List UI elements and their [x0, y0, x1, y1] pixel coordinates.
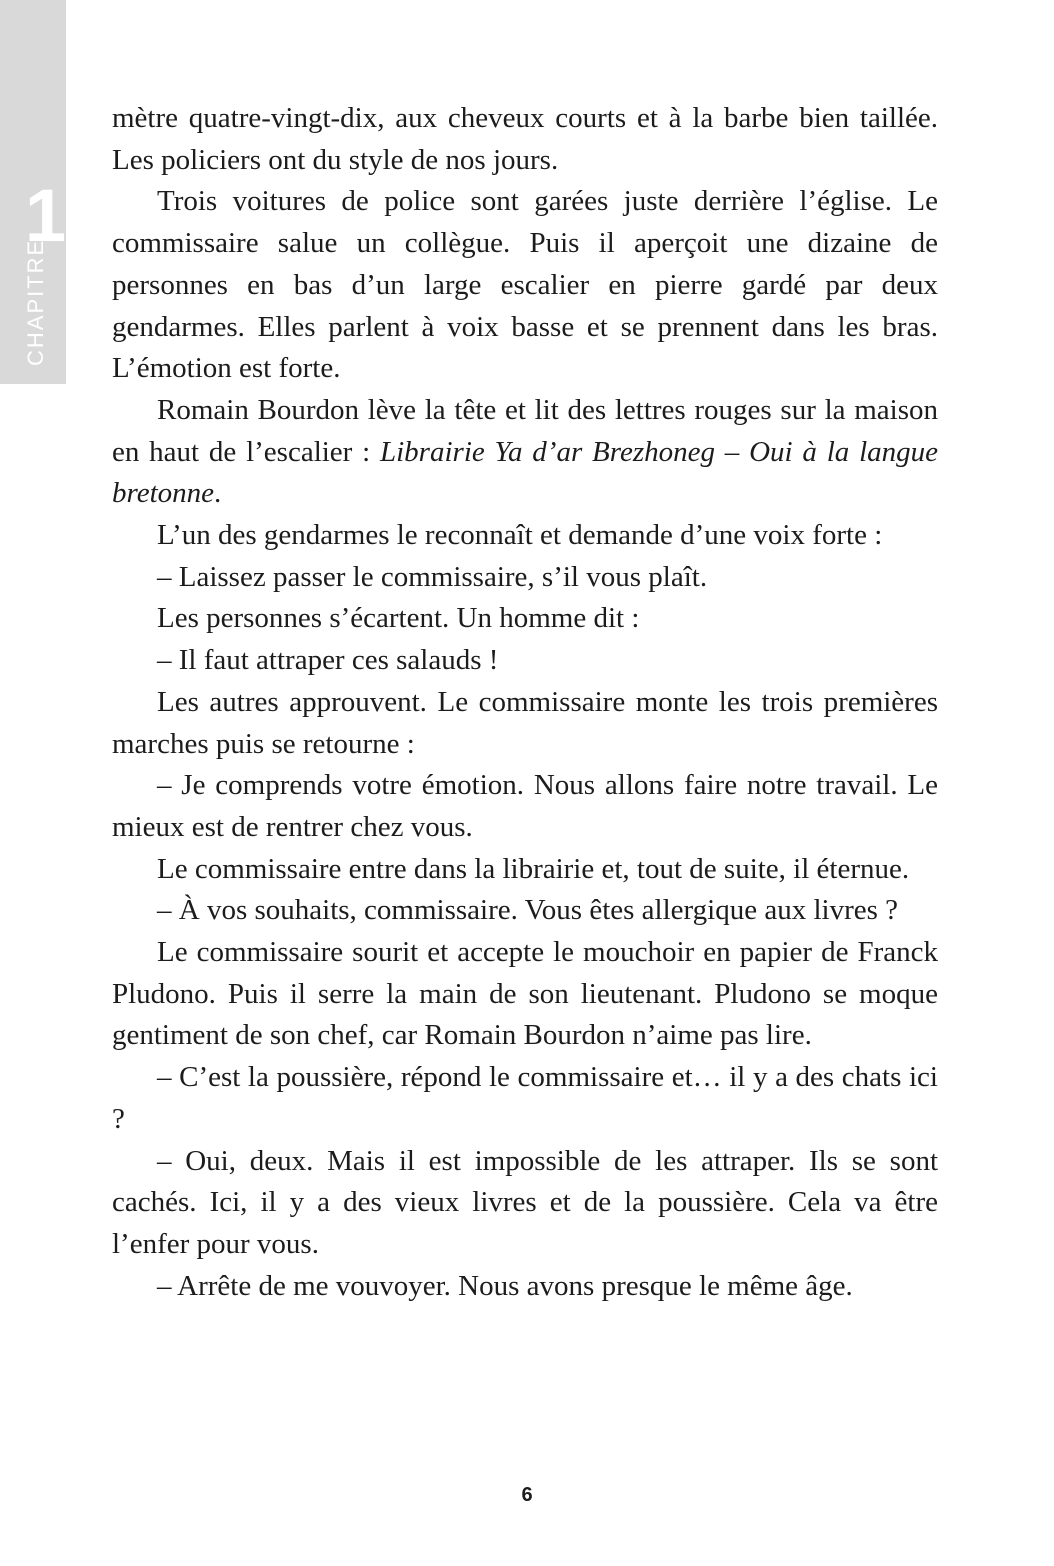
dialogue-line: – Arrête de me vouvoyer. Nous avons presque le même âge.: [157, 1269, 853, 1302]
chapter-side-tab: [0, 0, 66, 384]
dialogue-line: – Je comprends votre émotion. Nous allons faire notre travail. Le mieux est de rentrer chez vous.: [112, 769, 938, 843]
dialogue-line: – Laissez passer le commissaire, s’il vous plaît.: [157, 560, 708, 593]
book-shop-sign-text: Librairie Ya d’ar Brezhoneg – Oui à la langue bretonne: [112, 435, 938, 510]
dialogue-line: – Oui, deux. Mais il est impossible de les attraper. Ils se sont cachés. Ici, il y a des vieux livres et de la poussière. Cela va être l’enfer pour vous.: [112, 1144, 938, 1260]
dialogue-line: – À vos souhaits, commissaire. Vous êtes allergique aux livres ?: [157, 894, 899, 927]
paragraph: Le commissaire sourit et accepte le mouchoir en papier de Franck Pludono. Puis il serre la main de son lieutenant. Pludono se moque gentiment de son chef, car Romain Bourdon n’aime pas lire.: [112, 936, 938, 1052]
paragraph: Les personnes s’écartent. Un homme dit :: [157, 602, 640, 635]
paragraph: Romain Bourdon lève la tête et lit des lettres rouges sur la maison en haut de l’escalier : Librairie Ya d’ar Brezhoneg – Oui à la langue bretonne.: [112, 393, 938, 510]
body-text: [112, 98, 938, 1307]
paragraph: Le commissaire entre dans la librairie et, tout de suite, il éternue.: [157, 852, 910, 885]
paragraph: Trois voitures de police sont garées juste derrière l’église. Le commissaire salue un collègue. Puis il aperçoit une dizaine de personnes en bas d’un large escalier en pierre gardé par deux gendarmes. Elles parlent à voix basse et se prennent dans les bras. L’émotion est forte.: [112, 185, 938, 385]
dialogue-line: – Il faut attraper ces salauds !: [157, 644, 499, 677]
paragraph: Les autres approuvent. Le commissaire monte les trois premières marches puis se retourne :: [112, 685, 938, 760]
paragraph: L’un des gendarmes le reconnaît et demande d’une voix forte :: [157, 519, 883, 552]
dialogue-line: – C’est la poussière, répond le commissaire et… il y a des chats ici ?: [112, 1061, 938, 1135]
chapter-label: CHAPITRE: [23, 238, 48, 366]
paragraph: mètre quatre-vingt-dix, aux cheveux courts et à la barbe bien taillée. Les policiers ont du style de nos jours.: [112, 102, 938, 176]
chapter-number: 1: [24, 186, 66, 246]
page-number: 6: [521, 1484, 533, 1506]
